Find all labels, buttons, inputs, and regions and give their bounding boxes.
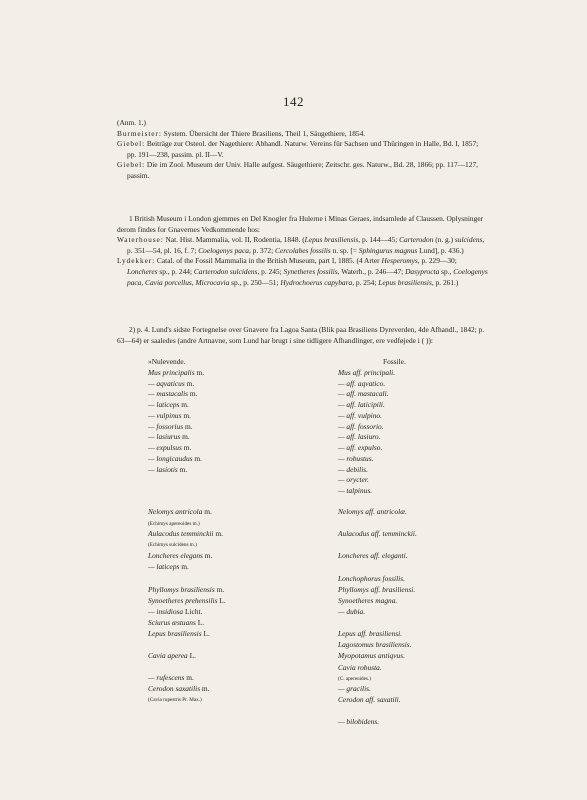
left-row: (Echimys sulcidens m.) bbox=[148, 542, 197, 548]
right-row: Phyllomys aff. brasiliensi. bbox=[338, 585, 416, 594]
right-row: Synoetheres magna. bbox=[338, 596, 398, 605]
right-row: — orycter. bbox=[338, 475, 369, 484]
right-row: — aff. aqvatico. bbox=[338, 378, 386, 388]
right-header: Fossile. bbox=[383, 357, 406, 366]
left-row: — rufescens m. bbox=[148, 673, 194, 682]
right-row: — aff. vulpino. bbox=[338, 411, 382, 420]
right-row: Lepus aff. brasiliensi. bbox=[338, 629, 403, 638]
right-row: — aff. lasiuro. bbox=[338, 432, 381, 441]
left-row: Nelomys antricola m. bbox=[148, 507, 212, 516]
right-row: — aff. expulso. bbox=[338, 443, 383, 452]
left-row: — expulsus m. bbox=[148, 443, 192, 452]
note-lund: 2) p. 4. Lund's sidste Fortegnelse over Gnavere fra Lagoa Santa (Blik paa Brasiliens Dyreverden, 4de Afhandl., 1842; p. 63—64) er saaledes (andre Artnavne, som Lund har brugt i sine tidligere Afhandlinger, ere vedføjede i ( )): bbox=[117, 325, 485, 345]
left-row: Aulacodus temminckii m. bbox=[148, 528, 223, 538]
right-row: — debilis. bbox=[338, 464, 368, 474]
right-row: — dubia. bbox=[338, 607, 366, 616]
left-row: — laticeps m. bbox=[148, 400, 189, 409]
ref-giebel-2: Giebel: Die im Zool. Museum der Univ. Halle aufgest. Säugethiere; Zeitschr. ges. Naturw., Bd. 28, 1866; pp. 117—127, passim. bbox=[117, 160, 478, 180]
right-row: — aff. fossorio. bbox=[338, 421, 384, 431]
right-row: (C. apereoides.) bbox=[338, 676, 371, 682]
right-row: Cavia robusta. bbox=[338, 663, 382, 672]
left-row: (Echimys apereoides m.) bbox=[148, 520, 200, 527]
references-block bbox=[117, 118, 489, 182]
ref-lydekker: Lydekker: Catal. of the Fossil Mammalia in the British Museum, part I, 1885. (4 Arter Hesperomys, p. 229—30; Loncheres sp., p. 244; Carterodon sulcidens, p. 245; Synetheres fossilis, Waterh., p. 246—47; Dasyprocta sp., Coelogenys paca, Cavia porcellus, Microcavia sp., p. 250—51; Hydrochoerus capybara, p. 254; Lepus brasiliensis, p. 261.) bbox=[117, 256, 488, 287]
left-row: — mastacalis m. bbox=[148, 389, 198, 398]
right-row: — gracilis. bbox=[338, 684, 371, 693]
right-row: Lonchophorus fossilis. bbox=[338, 574, 405, 583]
anm-label: (Anm. 1.) bbox=[117, 118, 146, 127]
left-row: — laticeps m. bbox=[148, 562, 189, 571]
left-header: »Nulevende. bbox=[148, 357, 186, 366]
left-row: Cavia aperea L. bbox=[148, 651, 196, 660]
left-row: Synoetheres prehensilis L. bbox=[148, 596, 226, 605]
left-row: — aqvaticus m. bbox=[148, 378, 195, 388]
left-row: Cerodon saxatilis m. bbox=[148, 684, 210, 693]
note-british-museum: 1 British Museum i London gjemmes en Del Knogler fra Hulerne i Minas Geraes, indsamlede af Claussen. Oplysninger derom findes for Gnavernes Vedkommende hos: bbox=[117, 214, 484, 234]
left-row: Loncheres elegans m. bbox=[148, 551, 213, 560]
left-row: — insidiosa Licht. bbox=[148, 607, 203, 616]
right-row: — bilobidens. bbox=[338, 717, 380, 726]
left-row: — lasiotis m. bbox=[148, 464, 188, 474]
left-row: — longicaudus m. bbox=[148, 454, 203, 463]
right-row: Nelomys aff. antricolæ. bbox=[338, 507, 407, 516]
right-row: Mus aff. principali. bbox=[338, 368, 396, 377]
right-row: Myopotamus antiqvus. bbox=[338, 651, 405, 660]
left-row: (Cavia rupestris Pr. Max.) bbox=[148, 697, 202, 703]
right-row: — aff. mastacali. bbox=[338, 389, 389, 398]
page-number: 142 bbox=[283, 94, 304, 109]
right-row: Lagostomus brasiliensis. bbox=[338, 640, 412, 649]
right-row: — robustus. bbox=[338, 454, 374, 463]
right-row: Aulacodus aff. temminckii. bbox=[338, 529, 417, 538]
left-row: Lepus brasiliensis L. bbox=[148, 629, 210, 638]
right-row: — aff. laticipili. bbox=[338, 400, 385, 409]
left-row: Sciurus æstuans L. bbox=[148, 618, 205, 627]
note-lund-block bbox=[117, 325, 489, 346]
ref-burmeister: Burmeister: System. Übersicht der Thiere Brasiliens, Theil 1, Säugethiere, 1854. bbox=[117, 128, 366, 138]
ref-giebel-1: Giebel: Beiträge zur Osteol. der Nagethiere: Abhandl. Naturw. Vereins für Sachsen und Thüringen in Halle, Bd. I, 1857; pp. 191—238, passim. pl. II—V. bbox=[117, 139, 479, 159]
british-museum-block bbox=[117, 214, 489, 288]
left-row: Phyllomys brasiliensis m. bbox=[148, 585, 225, 594]
right-row: — talpinus. bbox=[338, 486, 373, 495]
right-row: Loncheres aff. eleganti. bbox=[338, 551, 408, 560]
right-row: Cerodon aff. saxatili. bbox=[338, 695, 401, 704]
ref-waterhouse: Waterhouse: Nat. Hist. Mammalia, vol. II, Rodentia, 1848. (Lepus brasiliensis, p. 144—45; Carterodon (n. g.) sulcidens, p. 351—54, pl. 16, f. 7; Coelogenys paca, p. 372; Cercolabes fossilis n. sp. [= Sphingurus magnus Lund], p. 436.) bbox=[117, 235, 485, 255]
left-row: — fossorius m. bbox=[148, 421, 193, 431]
left-row: Mus principalis m. bbox=[148, 368, 205, 377]
left-row: — lasiurus m. bbox=[148, 432, 190, 441]
left-row: — vulpinus m. bbox=[148, 411, 191, 420]
